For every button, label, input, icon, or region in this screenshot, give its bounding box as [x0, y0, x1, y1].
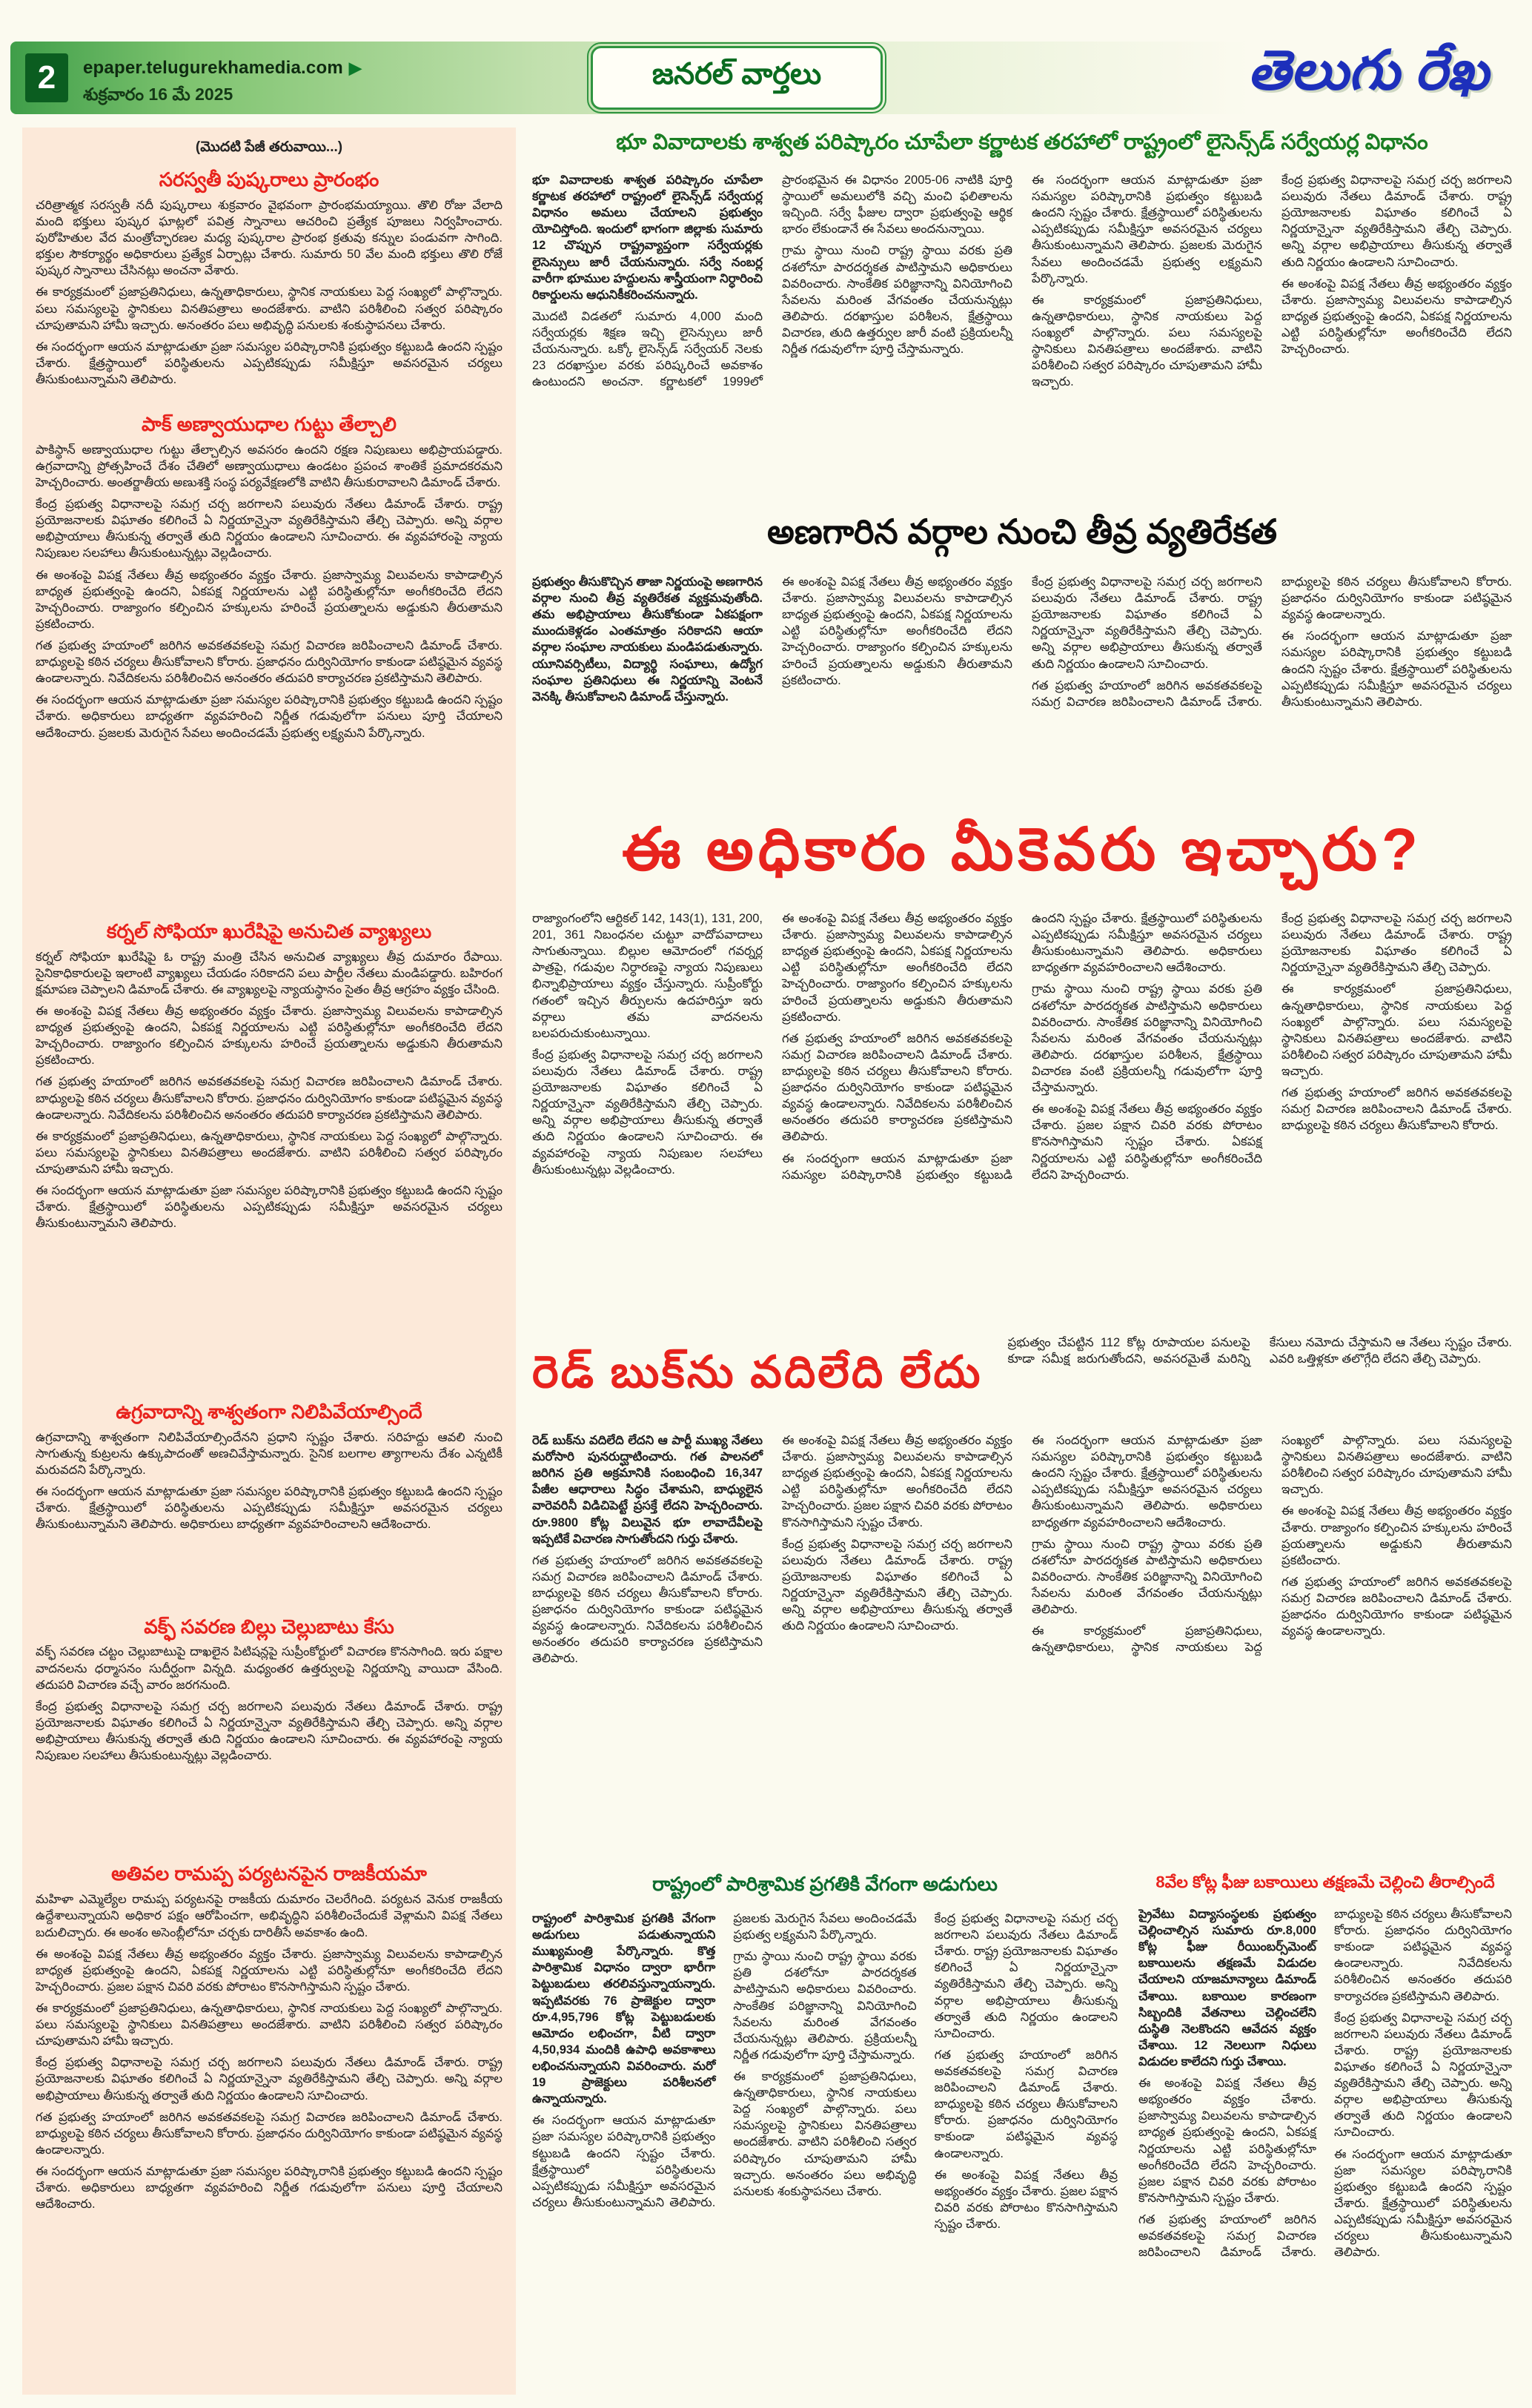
fees-body: ప్రైవేటు విద్యాసంస్థలకు ప్రభుత్వం చెల్లించాల్సిన సుమారు రూ.8,000 కోట్ల ఫీజు రీయింబర్స్‌మెంట్ బకాయిలను తక్షణమే విడుదల చేయాలని యాజమాన్యాలు డిమాండ్ చేశాయి. బకాయిల కారణంగా సిబ్బందికి వేతనాలు చెల్లించలేని దుస్థితి నెలకొందని ఆవేదన వ్యక్తం చేశాయి. 12 నెలలుగా నిధులు విడుదల కాలేదని గుర్తు చేశాయి. ఈ అంశంపై విపక్ష నేతలు తీవ్ర అభ్యంతరం వ్యక్తం చేశారు. ప్రజాస్వామ్య విలువలను కాపాడాల్సిన బాధ్యత ప్రభుత్వంపై ఉందని, ఏకపక్ష నిర్ణయాలను ఎట్టి పరిస్థితుల్లోనూ అంగీకరించేది లేదని హెచ్చరించారు. ప్రజల పక్షాన చివరి వరకు పోరాటం కొనసాగిస్తామని స్పష్టం చేశారు. గత ప్రభుత్వ హయాంలో జరిగిన అవకతవకలపై సమగ్ర విచారణ జరిపించాలని డిమాండ్ చేశారు. బాధ్యులపై కఠిన చర్యలు తీసుకోవాలని కోరారు. ప్రజాధనం దుర్వినియోగం కాకుండా పటిష్ఠమైన వ్యవస్థ ఉండాలన్నారు. నివేదికలను పరిశీలించిన అనంతరం తదుపరి కార్యాచరణ ప్రకటిస్తామని తెలిపారు. కేంద్ర ప్రభుత్వ విధానాలపై సమగ్ర చర్చ జరగాలని పలువురు నేతలు డిమాండ్ చేశారు. రాష్ట్ర ప్రయోజనాలకు విఘాతం కలిగించే ఏ నిర్ణయాన్నైనా వ్యతిరేకిస్తామని తేల్చి చెప్పారు. అన్ని వర్గాల అభిప్రాయాలు తీసుకున్న తర్వాతే తుది నిర్ణయం ఉండాలని సూచించారు. ఈ సందర్భంగా ఆయన మాట్లాడుతూ ప్రజా సమస్యల పరిష్కారానికి ప్రభుత్వం కట్టుబడి ఉందని స్పష్టం చేశారు. క్షేత్రస్థాయిలో పరిస్థితులను ఎప్పటికప్పుడు సమీక్షిస్తూ అవసరమైన చర్యలు తీసుకుంటున్నామని తెలిపారు. — [1138, 1908, 1512, 2260]
section-title: జనరల్ వార్తలు — [651, 57, 822, 90]
survey-headline: భూ వివాదాలకు శాశ్వత పరిష్కారం చూపేలా కర్ణాటక తరహాలో రాష్ట్రంలో లైసెన్స్‌డ్ సర్వేయర్ల విధానం — [616, 130, 1428, 154]
left-article-body: పాకిస్థాన్ అణ్వాయుధాల గుట్టు తేల్చాల్సిన అవసరం ఉందని రక్షణ నిపుణులు అభిప్రాయపడ్డారు. ఉగ్రవాదాన్ని ప్రోత్సహించే దేశం చేతిలో అణ్వాయుధాలు ఉండటం ప్రపంచ శాంతికే ప్రమాదకరమని హెచ్చరించారు. అంతర్జాతీయ అణుశక్తి సంస్థ పర్యవేక్షణలోకి వాటిని తీసుకురావాలని డిమాండ్ చేశారు. కేంద్ర ప్రభుత్వ విధానాలపై సమగ్ర చర్చ జరగాలని పలువురు నేతలు డిమాండ్ చేశారు. రాష్ట్ర ప్రయోజనాలకు విఘాతం కలిగించే ఏ నిర్ణయాన్నైనా వ్యతిరేకిస్తామని తేల్చి చెప్పారు. అన్ని వర్గాల అభిప్రాయాలు తీసుకున్న తర్వాతే తుది నిర్ణయం ఉండాలని సూచించారు. ఈ వ్యవహారంపై న్యాయ నిపుణుల సలహాలు తీసుకుంటున్నట్లు వెల్లడించారు. ఈ అంశంపై విపక్ష నేతలు తీవ్ర అభ్యంతరం వ్యక్తం చేశారు. ప్రజాస్వామ్య విలువలను కాపాడాల్సిన బాధ్యత ప్రభుత్వంపై ఉందని, ఏకపక్ష నిర్ణయాలను ఎట్టి పరిస్థితుల్లోనూ అంగీకరించేది లేదని హెచ్చరించారు. రాజ్యాంగం కల్పించిన హక్కులను హరించే ప్రయత్నాలను అడ్డుకుని తీరుతామని ప్రకటించారు. గత ప్రభుత్వ హయాంలో జరిగిన అవకతవకలపై సమగ్ర విచారణ జరిపించాలని డిమాండ్ చేశారు. బాధ్యులపై కఠిన చర్యలు తీసుకోవాలని కోరారు. ప్రజాధనం దుర్వినియోగం కాకుండా పటిష్ఠమైన వ్యవస్థ ఉండాలన్నారు. నివేదికలను పరిశీలించిన అనంతరం తదుపరి కార్యాచరణ ప్రకటిస్తామని తెలిపారు. ఈ సందర్భంగా ఆయన మాట్లాడుతూ ప్రజా సమస్యల పరిష్కారానికి ప్రభుత్వం కట్టుబడి ఉందని స్పష్టం చేశారు. అధికారులు బాధ్యతగా వ్యవహరించి నిర్ణీత గడువులోగా పనులు పూర్తి చేయాలని ఆదేశించారు. ప్రజలకు మెరుగైన సేవలు అందించడమే ప్రభుత్వ లక్ష్యమని పేర్కొన్నారు. — [36, 443, 503, 740]
left-article — [36, 1863, 503, 2381]
left-article-title: ఉగ్రవాదాన్ని శాశ్వతంగా నిలిపివేయాల్సిందే — [116, 1400, 422, 1423]
brand-logo-text: తెలుగు రేఖ — [1247, 39, 1489, 101]
left-article-title: సరస్వతీ పుష్కరాలు ప్రారంభం — [159, 168, 379, 191]
industry-article — [532, 1873, 1118, 2382]
left-article-body: చరిత్రాత్మక సరస్వతీ నదీ పుష్కరాలు శుక్రవారం వైభవంగా ప్రారంభమయ్యాయి. తొలి రోజు వేలాది మంది భక్తులు పుష్కర ఘాట్లలో పవిత్ర స్నానాలు ఆచరించి ప్రత్యేక పూజలు నిర్వహించారు. పురోహితుల వేద మంత్రోచ్ఛారణల మధ్య పుష్కరాల ప్రారంభ క్రతువు కన్నుల పండువగా సాగింది. భక్తుల సౌకర్యార్థం అధికారులు ప్రత్యేక ఏర్పాట్లు చేశారు. సుమారు 50 వేల మంది భక్తులు తొలి రోజే పుష్కర స్నానాలు చేసినట్లు అంచనా వేశారు. ఈ కార్యక్రమంలో ప్రజాప్రతినిధులు, ఉన్నతాధికారులు, స్థానిక నాయకులు పెద్ద సంఖ్యలో పాల్గొన్నారు. పలు సమస్యలపై స్థానికులు వినతిపత్రాలు అందజేశారు. వాటిని పరిశీలించి సత్వర పరిష్కారం చూపుతామని హామీ ఇచ్చారు. అనంతరం పలు అభివృద్ధి పనులకు శంకుస్థాపనలు చేశారు. ఈ సందర్భంగా ఆయన మాట్లాడుతూ ప్రజా సమస్యల పరిష్కారానికి ప్రభుత్వం కట్టుబడి ఉందని స్పష్టం చేశారు. క్షేత్రస్థాయిలో పరిస్థితులను ఎప్పటికప్పుడు సమీక్షిస్తూ అవసరమైన చర్యలు తీసుకుంటున్నామని తెలిపారు. — [36, 198, 503, 386]
brand-logo — [1216, 40, 1521, 116]
date-line: శుక్రవారం 16 మే 2025 — [83, 85, 233, 104]
opposition-article — [532, 512, 1512, 1339]
survey-article — [532, 130, 1512, 474]
survey-body: భూ వివాదాలకు శాశ్వత పరిష్కారం చూపేలా కర్ణాటక తరహాలో రాష్ట్రంలో లైసెన్స్‌డ్ సర్వేయర్ల విధానం అమలు చేయాలని ప్రభుత్వం యోచిస్తోంది. ఇందులో భాగంగా జిల్లాకు సుమారు 12 చొప్పున రాష్ట్రవ్యాప్తంగా సర్వేయర్లకు లైసెన్సులు జారీ చేయనున్నారు. సర్వే నంబర్ల వారీగా భూముల హద్దులను శాస్త్రీయంగా నిర్ధారించి రికార్డులను ఆధునికీకరించనున్నారు. మొదటి విడతలో సుమారు 4,000 మంది సర్వేయర్లకు శిక్షణ ఇచ్చి లైసెన్సులు జారీ చేయనున్నారు. ఒక్కో లైసెన్స్‌డ్ సర్వేయర్ నెలకు 23 దరఖాస్తుల వరకు పరిష్కరించే అవకాశం ఉంటుందని అంచనా. కర్ణాటకలో 1999లో ప్రారంభమైన ఈ విధానం 2005-06 నాటికి పూర్తి స్థాయిలో అమలులోకి వచ్చి మంచి ఫలితాలను ఇచ్చింది. సర్వే ఫీజుల ద్వారా ప్రభుత్వంపై ఆర్థిక భారం లేకుండానే ఈ సేవలు అందనున్నాయి. గ్రామ స్థాయి నుంచి రాష్ట్ర స్థాయి వరకు ప్రతి దశలోనూ పారదర్శకత పాటిస్తామని అధికారులు వివరించారు. సాంకేతిక పరిజ్ఞానాన్ని వినియోగించి సేవలను మరింత వేగవంతం చేయనున్నట్లు తెలిపారు. దరఖాస్తుల పరిశీలన, క్షేత్రస్థాయి విచారణ, తుది ఉత్తర్వుల జారీ వంటి ప్రక్రియలన్నీ నిర్ణీత గడువులోగా పూర్తి చేస్తామన్నారు. ఈ సందర్భంగా ఆయన మాట్లాడుతూ ప్రజా సమస్యల పరిష్కారానికి ప్రభుత్వం కట్టుబడి ఉందని స్పష్టం చేశారు. క్షేత్రస్థాయిలో పరిస్థితులను ఎప్పటికప్పుడు సమీక్షిస్తూ అవసరమైన చర్యలు తీసుకుంటున్నామని తెలిపారు. ప్రజలకు మెరుగైన సేవలు అందించడమే ప్రభుత్వ లక్ష్యమని పేర్కొన్నారు. ఈ కార్యక్రమంలో ప్రజాప్రతినిధులు, ఉన్నతాధికారులు, స్థానిక నాయకులు పెద్ద సంఖ్యలో పాల్గొన్నారు. పలు సమస్యలపై స్థానికులు వినతిపత్రాలు అందజేశారు. వాటిని పరిశీలించి సత్వర పరిష్కారం చూపుతామని హామీ ఇచ్చారు. కేంద్ర ప్రభుత్వ విధానాలపై సమగ్ర చర్చ జరగాలని పలువురు నేతలు డిమాండ్ చేశారు. రాష్ట్ర ప్రయోజనాలకు విఘాతం కలిగించే ఏ నిర్ణయాన్నైనా వ్యతిరేకిస్తామని తేల్చి చెప్పారు. అన్ని వర్గాల అభిప్రాయాలు తీసుకున్న తర్వాతే తుది నిర్ణయం ఉండాలని సూచించారు. ఈ అంశంపై విపక్ష నేతలు తీవ్ర అభ్యంతరం వ్యక్తం చేశారు. ప్రజాస్వామ్య విలువలను కాపాడాల్సిన బాధ్యత ప్రభుత్వంపై ఉందని, ఏకపక్ష నిర్ణయాలను ఎట్టి పరిస్థితుల్లోనూ అంగీకరించేది లేదని హెచ్చరించారు. — [532, 173, 1512, 389]
left-article — [36, 1616, 503, 1853]
left-article-body: ఉగ్రవాదాన్ని శాశ్వతంగా నిలిపివేయాల్సిందేనని ప్రధాని స్పష్టం చేశారు. సరిహద్దు ఆవలి నుంచి సాగుతున్న కుట్రలను ఉక్కుపాదంతో అణచివేస్తామన్నారు. సైనిక బలగాల త్యాగాలను దేశం ఎన్నటికీ మరువదని పేర్కొన్నారు. ఈ సందర్భంగా ఆయన మాట్లాడుతూ ప్రజా సమస్యల పరిష్కారానికి ప్రభుత్వం కట్టుబడి ఉందని స్పష్టం చేశారు. క్షేత్రస్థాయిలో పరిస్థితులను ఎప్పటికప్పుడు సమీక్షిస్తూ అవసరమైన చర్యలు తీసుకుంటున్నామని తెలిపారు. అధికారులు బాధ్యతగా వ్యవహరించాలని ఆదేశించారు. — [36, 1430, 503, 1532]
left-article-body: మహిళా ఎమ్మెల్యేల రామప్ప పర్యటనపై రాజకీయ దుమారం చెలరేగింది. పర్యటన వెనుక రాజకీయ ఉద్దేశాలున్నాయని అధికార పక్షం ఆరోపించగా, అభివృద్ధిని పరిశీలించేందుకే వెళ్లామని విపక్ష నేతలు బదులిచ్చారు. ఈ అంశం అసెంబ్లీలోనూ చర్చకు దారితీసే అవకాశం ఉంది. ఈ అంశంపై విపక్ష నేతలు తీవ్ర అభ్యంతరం వ్యక్తం చేశారు. ప్రజాస్వామ్య విలువలను కాపాడాల్సిన బాధ్యత ప్రభుత్వంపై ఉందని, ఏకపక్ష నిర్ణయాలను ఎట్టి పరిస్థితుల్లోనూ అంగీకరించేది లేదని హెచ్చరించారు. ప్రజల పక్షాన చివరి వరకు పోరాటం కొనసాగిస్తామని స్పష్టం చేశారు. ఈ కార్యక్రమంలో ప్రజాప్రతినిధులు, ఉన్నతాధికారులు, స్థానిక నాయకులు పెద్ద సంఖ్యలో పాల్గొన్నారు. పలు సమస్యలపై స్థానికులు వినతిపత్రాలు అందజేశారు. వాటిని పరిశీలించి సత్వర పరిష్కారం చూపుతామని హామీ ఇచ్చారు. కేంద్ర ప్రభుత్వ విధానాలపై సమగ్ర చర్చ జరగాలని పలువురు నేతలు డిమాండ్ చేశారు. రాష్ట్ర ప్రయోజనాలకు విఘాతం కలిగించే ఏ నిర్ణయాన్నైనా వ్యతిరేకిస్తామని తేల్చి చెప్పారు. అన్ని వర్గాల అభిప్రాయాలు తీసుకున్న తర్వాతే తుది నిర్ణయం ఉండాలని సూచించారు. గత ప్రభుత్వ హయాంలో జరిగిన అవకతవకలపై సమగ్ర విచారణ జరిపించాలని డిమాండ్ చేశారు. బాధ్యులపై కఠిన చర్యలు తీసుకోవాలని కోరారు. ప్రజాధనం దుర్వినియోగం కాకుండా పటిష్ఠమైన వ్యవస్థ ఉండాలన్నారు. ఈ సందర్భంగా ఆయన మాట్లాడుతూ ప్రజా సమస్యల పరిష్కారానికి ప్రభుత్వం కట్టుబడి ఉందని స్పష్టం చేశారు. అధికారులు బాధ్యతగా వ్యవహరించి నిర్ణీత గడువులోగా పనులు పూర్తి చేయాలని ఆదేశించారు. — [36, 1893, 503, 2212]
left-article-title: అతివల రామప్ప పర్యటనపైన రాజకీయమా — [111, 1862, 427, 1885]
industry-headline: రాష్ట్రంలో పారిశ్రామిక ప్రగతికి వేగంగా అడుగులు — [652, 1873, 998, 1895]
left-article-title: పాక్ అణ్వాయుధాల గుట్టు తేల్చాలి — [142, 412, 397, 435]
redbook-header-row — [532, 1333, 1512, 1422]
left-article — [36, 169, 503, 403]
section-title-box — [591, 46, 883, 110]
fees-article — [1138, 1873, 1512, 2382]
redbook-body: రెడ్ బుక్‌ను వదిలేది లేదని ఆ పార్టీ ముఖ్య నేతలు మరోసారి పునరుద్ఘాటించారు. గత పాలనలో జరిగిన ప్రతి అక్రమానికి సంబంధించి 16,347 పేజీల ఆధారాలు సిద్ధం చేశామని, బాధ్యులైన వారెవరినీ విడిచిపెట్టే ప్రసక్తే లేదని హెచ్చరించారు. రూ.9800 కోట్ల విలువైన భూ లావాదేవీలపై ఇప్పటికే విచారణ సాగుతోందని గుర్తు చేశారు. గత ప్రభుత్వ హయాంలో జరిగిన అవకతవకలపై సమగ్ర విచారణ జరిపించాలని డిమాండ్ చేశారు. బాధ్యులపై కఠిన చర్యలు తీసుకోవాలని కోరారు. ప్రజాధనం దుర్వినియోగం కాకుండా పటిష్ఠమైన వ్యవస్థ ఉండాలన్నారు. నివేదికలను పరిశీలించిన అనంతరం తదుపరి కార్యాచరణ ప్రకటిస్తామని తెలిపారు. ఈ అంశంపై విపక్ష నేతలు తీవ్ర అభ్యంతరం వ్యక్తం చేశారు. ప్రజాస్వామ్య విలువలను కాపాడాల్సిన బాధ్యత ప్రభుత్వంపై ఉందని, ఏకపక్ష నిర్ణయాలను ఎట్టి పరిస్థితుల్లోనూ అంగీకరించేది లేదని హెచ్చరించారు. ప్రజల పక్షాన చివరి వరకు పోరాటం కొనసాగిస్తామని స్పష్టం చేశారు. కేంద్ర ప్రభుత్వ విధానాలపై సమగ్ర చర్చ జరగాలని పలువురు నేతలు డిమాండ్ చేశారు. రాష్ట్ర ప్రయోజనాలకు విఘాతం కలిగించే ఏ నిర్ణయాన్నైనా వ్యతిరేకిస్తామని తేల్చి చెప్పారు. అన్ని వర్గాల అభిప్రాయాలు తీసుకున్న తర్వాతే తుది నిర్ణయం ఉండాలని సూచించారు. ఈ సందర్భంగా ఆయన మాట్లాడుతూ ప్రజా సమస్యల పరిష్కారానికి ప్రభుత్వం కట్టుబడి ఉందని స్పష్టం చేశారు. క్షేత్రస్థాయిలో పరిస్థితులను ఎప్పటికప్పుడు సమీక్షిస్తూ అవసరమైన చర్యలు తీసుకుంటున్నామని తెలిపారు. అధికారులు బాధ్యతగా వ్యవహరించాలని ఆదేశించారు. గ్రామ స్థాయి నుంచి రాష్ట్ర స్థాయి వరకు ప్రతి దశలోనూ పారదర్శకత పాటిస్తామని అధికారులు వివరించారు. సాంకేతిక పరిజ్ఞానాన్ని వినియోగించి సేవలను మరింత వేగవంతం చేయనున్నట్లు తెలిపారు. ఈ కార్యక్రమంలో ప్రజాప్రతినిధులు, ఉన్నతాధికారులు, స్థానిక నాయకులు పెద్ద సంఖ్యలో పాల్గొన్నారు. పలు సమస్యలపై స్థానికులు వినతిపత్రాలు అందజేశారు. వాటిని పరిశీలించి సత్వర పరిష్కారం చూపుతామని హామీ ఇచ్చారు. ఈ అంశంపై విపక్ష నేతలు తీవ్ర అభ్యంతరం వ్యక్తం చేశారు. రాజ్యాంగం కల్పించిన హక్కులను హరించే ప్రయత్నాలను అడ్డుకుని తీరుతామని ప్రకటించారు. గత ప్రభుత్వ హయాంలో జరిగిన అవకతవకలపై సమగ్ర విచారణ జరిపించాలని డిమాండ్ చేశారు. ప్రజాధనం దుర్వినియోగం కాకుండా పటిష్ఠమైన వ్యవస్థ ఉండాలన్నారు. — [532, 1434, 1512, 1666]
left-article-body: కర్నల్ సోఫియా ఖురేషిపై ఓ రాష్ట్ర మంత్రి చేసిన అనుచిత వ్యాఖ్యలు తీవ్ర దుమారం రేపాయి. సైనికాధికారులపై ఇలాంటి వ్యాఖ్యలు చేయడం సరికాదని పలు పార్టీల నేతలు మండిపడ్డారు. బహిరంగ క్షమాపణ చెప్పాలని డిమాండ్ చేశారు. ఈ వ్యాఖ్యలపై న్యాయస్థానం సైతం తీవ్ర ఆగ్రహం వ్యక్తం చేసింది. ఈ అంశంపై విపక్ష నేతలు తీవ్ర అభ్యంతరం వ్యక్తం చేశారు. ప్రజాస్వామ్య విలువలను కాపాడాల్సిన బాధ్యత ప్రభుత్వంపై ఉందని, ఏకపక్ష నిర్ణయాలను ఎట్టి పరిస్థితుల్లోనూ అంగీకరించేది లేదని హెచ్చరించారు. రాజ్యాంగం కల్పించిన హక్కులను హరించే ప్రయత్నాలను అడ్డుకుని తీరుతామని ప్రకటించారు. గత ప్రభుత్వ హయాంలో జరిగిన అవకతవకలపై సమగ్ర విచారణ జరిపించాలని డిమాండ్ చేశారు. బాధ్యులపై కఠిన చర్యలు తీసుకోవాలని కోరారు. ప్రజాధనం దుర్వినియోగం కాకుండా పటిష్ఠమైన వ్యవస్థ ఉండాలన్నారు. నివేదికలను పరిశీలించిన అనంతరం తదుపరి కార్యాచరణ ప్రకటిస్తామని తెలిపారు. ఈ కార్యక్రమంలో ప్రజాప్రతినిధులు, ఉన్నతాధికారులు, స్థానిక నాయకులు పెద్ద సంఖ్యలో పాల్గొన్నారు. పలు సమస్యలపై స్థానికులు వినతిపత్రాలు అందజేశారు. వాటిని పరిశీలించి సత్వర పరిష్కారం చూపుతామని హామీ ఇచ్చారు. ఈ సందర్భంగా ఆయన మాట్లాడుతూ ప్రజా సమస్యల పరిష్కారానికి ప్రభుత్వం కట్టుబడి ఉందని స్పష్టం చేశారు. క్షేత్రస్థాయిలో పరిస్థితులను ఎప్పటికప్పుడు సమీక్షిస్తూ అవసరమైన చర్యలు తీసుకుంటున్నామని తెలిపారు. — [36, 950, 503, 1231]
site-url-text: epaper.telugurekhamedia.com — [83, 58, 343, 78]
page-number-badge: 2 — [25, 53, 68, 102]
left-news-panel — [22, 128, 516, 2395]
url-arrow-icon: ▶ — [348, 59, 362, 77]
left-article — [36, 414, 503, 910]
redbook-article — [532, 1333, 1512, 1858]
opposition-headline: అణగారిన వర్గాల నుంచి తీవ్ర వ్యతిరేకత — [766, 512, 1278, 551]
left-article-body: వక్ఫ్ సవరణ చట్టం చెల్లుబాటుపై దాఖలైన పిటిషన్లపై సుప్రీంకోర్టులో విచారణ కొనసాగింది. ఇరు పక్షాల వాదనలను ధర్మాసనం సుదీర్ఘంగా విన్నది. మధ్యంతర ఉత్తర్వులపై నిర్ణయాన్ని వాయిదా వేసింది. తదుపరి విచారణ వచ్చే వారం జరగనుంది. కేంద్ర ప్రభుత్వ విధానాలపై సమగ్ర చర్చ జరగాలని పలువురు నేతలు డిమాండ్ చేశారు. రాష్ట్ర ప్రయోజనాలకు విఘాతం కలిగించే ఏ నిర్ణయాన్నైనా వ్యతిరేకిస్తామని తేల్చి చెప్పారు. అన్ని వర్గాల అభిప్రాయాలు తీసుకున్న తర్వాతే తుది నిర్ణయం ఉండాలని సూచించారు. ఈ వ్యవహారంపై న్యాయ నిపుణుల సలహాలు తీసుకుంటున్నట్లు వెల్లడించారు. — [36, 1645, 503, 1763]
opposition-body-top: ప్రభుత్వం తీసుకొచ్చిన తాజా నిర్ణయంపై అణగారిన వర్గాల నుంచి తీవ్ర వ్యతిరేకత వ్యక్తమవుతోంది. తమ అభిప్రాయాలు తీసుకోకుండా ఏకపక్షంగా ముందుకెళ్లడం ఎంతమాత్రం సరికాదని ఆయా వర్గాల సంఘాల నాయకులు మండిపడుతున్నారు. యూనివర్సిటీలు, విద్యార్థి సంఘాలు, ఉద్యోగ సంఘాల ప్రతినిధులు ఈ నిర్ణయాన్ని వెంటనే వెనక్కి తీసుకోవాలని డిమాండ్ చేస్తున్నారు. ఈ అంశంపై విపక్ష నేతలు తీవ్ర అభ్యంతరం వ్యక్తం చేశారు. ప్రజాస్వామ్య విలువలను కాపాడాల్సిన బాధ్యత ప్రభుత్వంపై ఉందని, ఏకపక్ష నిర్ణయాలను ఎట్టి పరిస్థితుల్లోనూ అంగీకరించేది లేదని హెచ్చరించారు. రాజ్యాంగం కల్పించిన హక్కులను హరించే ప్రయత్నాలను అడ్డుకుని తీరుతామని ప్రకటించారు. కేంద్ర ప్రభుత్వ విధానాలపై సమగ్ర చర్చ జరగాలని పలువురు నేతలు డిమాండ్ చేశారు. రాష్ట్ర ప్రయోజనాలకు విఘాతం కలిగించే ఏ నిర్ణయాన్నైనా వ్యతిరేకిస్తామని తేల్చి చెప్పారు. అన్ని వర్గాల అభిప్రాయాలు తీసుకున్న తర్వాతే తుది నిర్ణయం ఉండాలని సూచించారు. గత ప్రభుత్వ హయాంలో జరిగిన అవకతవకలపై సమగ్ర విచారణ జరిపించాలని డిమాండ్ చేశారు. బాధ్యులపై కఠిన చర్యలు తీసుకోవాలని కోరారు. ప్రజాధనం దుర్వినియోగం కాకుండా పటిష్ఠమైన వ్యవస్థ ఉండాలన్నారు. ఈ సందర్భంగా ఆయన మాట్లాడుతూ ప్రజా సమస్యల పరిష్కారానికి ప్రభుత్వం కట్టుబడి ఉందని స్పష్టం చేశారు. క్షేత్రస్థాయిలో పరిస్థితులను ఎప్పటికప్పుడు సమీక్షిస్తూ అవసరమైన చర్యలు తీసుకుంటున్నామని తెలిపారు. — [532, 575, 1512, 709]
opposition-body-bottom: రాజ్యాంగంలోని ఆర్టికల్ 142, 143(1), 131, 200, 201, 361 నిబంధనల చుట్టూ వాదోపవాదాలు సాగుతున్నాయి. బిల్లుల ఆమోదంలో గవర్నర్ల పాత్రపై, గడువుల నిర్ధారణపై న్యాయ నిపుణులు భిన్నాభిప్రాయాలు వ్యక్తం చేస్తున్నారు. సుప్రీంకోర్టు గతంలో ఇచ్చిన తీర్పులను ఉదహరిస్తూ ఇరు వర్గాలు తమ వాదనలను బలపరుచుకుంటున్నాయి. కేంద్ర ప్రభుత్వ విధానాలపై సమగ్ర చర్చ జరగాలని పలువురు నేతలు డిమాండ్ చేశారు. రాష్ట్ర ప్రయోజనాలకు విఘాతం కలిగించే ఏ నిర్ణయాన్నైనా వ్యతిరేకిస్తామని తేల్చి చెప్పారు. అన్ని వర్గాల అభిప్రాయాలు తీసుకున్న తర్వాతే తుది నిర్ణయం ఉండాలని సూచించారు. ఈ వ్యవహారంపై న్యాయ నిపుణుల సలహాలు తీసుకుంటున్నట్లు వెల్లడించారు. ఈ అంశంపై విపక్ష నేతలు తీవ్ర అభ్యంతరం వ్యక్తం చేశారు. ప్రజాస్వామ్య విలువలను కాపాడాల్సిన బాధ్యత ప్రభుత్వంపై ఉందని, ఏకపక్ష నిర్ణయాలను ఎట్టి పరిస్థితుల్లోనూ అంగీకరించేది లేదని హెచ్చరించారు. రాజ్యాంగం కల్పించిన హక్కులను హరించే ప్రయత్నాలను అడ్డుకుని తీరుతామని ప్రకటించారు. గత ప్రభుత్వ హయాంలో జరిగిన అవకతవకలపై సమగ్ర విచారణ జరిపించాలని డిమాండ్ చేశారు. బాధ్యులపై కఠిన చర్యలు తీసుకోవాలని కోరారు. ప్రజాధనం దుర్వినియోగం కాకుండా పటిష్ఠమైన వ్యవస్థ ఉండాలన్నారు. నివేదికలను పరిశీలించిన అనంతరం తదుపరి కార్యాచరణ ప్రకటిస్తామని తెలిపారు. ఈ సందర్భంగా ఆయన మాట్లాడుతూ ప్రజా సమస్యల పరిష్కారానికి ప్రభుత్వం కట్టుబడి ఉందని స్పష్టం చేశారు. క్షేత్రస్థాయిలో పరిస్థితులను ఎప్పటికప్పుడు సమీక్షిస్తూ అవసరమైన చర్యలు తీసుకుంటున్నామని తెలిపారు. అధికారులు బాధ్యతగా వ్యవహరించాలని ఆదేశించారు. గ్రామ స్థాయి నుంచి రాష్ట్ర స్థాయి వరకు ప్రతి దశలోనూ పారదర్శకత పాటిస్తామని అధికారులు వివరించారు. సాంకేతిక పరిజ్ఞానాన్ని వినియోగించి సేవలను మరింత వేగవంతం చేయనున్నట్లు తెలిపారు. దరఖాస్తుల పరిశీలన, క్షేత్రస్థాయి విచారణ వంటి ప్రక్రియలన్నీ గడువులోగా పూర్తి చేస్తామన్నారు. ఈ అంశంపై విపక్ష నేతలు తీవ్ర అభ్యంతరం వ్యక్తం చేశారు. ప్రజల పక్షాన చివరి వరకు పోరాటం కొనసాగిస్తామని స్పష్టం చేశారు. ఏకపక్ష నిర్ణయాలను ఎట్టి పరిస్థితుల్లోనూ అంగీకరించేది లేదని హెచ్చరించారు. కేంద్ర ప్రభుత్వ విధానాలపై సమగ్ర చర్చ జరగాలని పలువురు నేతలు డిమాండ్ చేశారు. రాష్ట్ర ప్రయోజనాలకు విఘాతం కలిగించే ఏ నిర్ణయాన్నైనా వ్యతిరేకిస్తామని తేల్చి చెప్పారు. ఈ కార్యక్రమంలో ప్రజాప్రతినిధులు, ఉన్నతాధికారులు, స్థానిక నాయకులు పెద్ద సంఖ్యలో పాల్గొన్నారు. పలు సమస్యలపై స్థానికులు వినతిపత్రాలు అందజేశారు. వాటిని పరిశీలించి సత్వర పరిష్కారం చూపుతామని హామీ ఇచ్చారు. గత ప్రభుత్వ హయాంలో జరిగిన అవకతవకలపై సమగ్ర విచారణ జరిపించాలని డిమాండ్ చేశారు. బాధ్యులపై కఠిన చర్యలు తీసుకోవాలని కోరారు. — [532, 912, 1512, 1182]
left-article-title: వక్ఫ్ సవరణ బిల్లు చెల్లుబాటు కేసు — [144, 1615, 394, 1638]
industry-body: రాష్ట్రంలో పారిశ్రామిక ప్రగతికి వేగంగా అడుగులు పడుతున్నాయని ముఖ్యమంత్రి పేర్కొన్నారు. కొత్త పారిశ్రామిక విధానం ద్వారా భారీగా పెట్టుబడులు తరలివస్తున్నాయన్నారు. ఇప్పటివరకు 76 ప్రాజెక్టుల ద్వారా రూ.4,95,796 కోట్ల పెట్టుబడులకు ఆమోదం లభించగా, వీటి ద్వారా 4,50,934 మందికి ఉపాధి అవకాశాలు లభించనున్నాయని వివరించారు. మరో 19 ప్రాజెక్టులు పరిశీలనలో ఉన్నాయన్నారు. ఈ సందర్భంగా ఆయన మాట్లాడుతూ ప్రజా సమస్యల పరిష్కారానికి ప్రభుత్వం కట్టుబడి ఉందని స్పష్టం చేశారు. క్షేత్రస్థాయిలో పరిస్థితులను ఎప్పటికప్పుడు సమీక్షిస్తూ అవసరమైన చర్యలు తీసుకుంటున్నామని తెలిపారు. ప్రజలకు మెరుగైన సేవలు అందించడమే ప్రభుత్వ లక్ష్యమని పేర్కొన్నారు. గ్రామ స్థాయి నుంచి రాష్ట్ర స్థాయి వరకు ప్రతి దశలోనూ పారదర్శకత పాటిస్తామని అధికారులు వివరించారు. సాంకేతిక పరిజ్ఞానాన్ని వినియోగించి సేవలను మరింత వేగవంతం చేయనున్నట్లు తెలిపారు. ప్రక్రియలన్నీ నిర్ణీత గడువులోగా పూర్తి చేస్తామన్నారు. ఈ కార్యక్రమంలో ప్రజాప్రతినిధులు, ఉన్నతాధికారులు, స్థానిక నాయకులు పెద్ద సంఖ్యలో పాల్గొన్నారు. పలు సమస్యలపై స్థానికులు వినతిపత్రాలు అందజేశారు. వాటిని పరిశీలించి సత్వర పరిష్కారం చూపుతామని హామీ ఇచ్చారు. అనంతరం పలు అభివృద్ధి పనులకు శంకుస్థాపనలు చేశారు. కేంద్ర ప్రభుత్వ విధానాలపై సమగ్ర చర్చ జరగాలని పలువురు నేతలు డిమాండ్ చేశారు. రాష్ట్ర ప్రయోజనాలకు విఘాతం కలిగించే ఏ నిర్ణయాన్నైనా వ్యతిరేకిస్తామని తేల్చి చెప్పారు. అన్ని వర్గాల అభిప్రాయాలు తీసుకున్న తర్వాతే తుది నిర్ణయం ఉండాలని సూచించారు. గత ప్రభుత్వ హయాంలో జరిగిన అవకతవకలపై సమగ్ర విచారణ జరిపించాలని డిమాండ్ చేశారు. బాధ్యులపై కఠిన చర్యలు తీసుకోవాలని కోరారు. ప్రజాధనం దుర్వినియోగం కాకుండా పటిష్ఠమైన వ్యవస్థ ఉండాలన్నారు. ఈ అంశంపై విపక్ష నేతలు తీవ్ర అభ్యంతరం వ్యక్తం చేశారు. ప్రజల పక్షాన చివరి వరకు పోరాటం కొనసాగిస్తామని స్పష్టం చేశారు. — [532, 1912, 1118, 2231]
site-url — [83, 58, 362, 79]
bottom-articles-row — [532, 1873, 1512, 2382]
authority-question-headline: ఈ అధికారం మీకెవరు ఇచ్చారు? — [622, 816, 1422, 882]
redbook-headline: రెడ్ బుక్‌ను వదిలేది లేదు — [532, 1347, 983, 1397]
left-article-title: కర్నల్ సోఫియా ఖురేషిపై అనుచిత వ్యాఖ్యలు — [106, 919, 432, 942]
continuation-note: (మొదటి పేజీ తరువాయి...) — [195, 139, 343, 155]
redbook-side-text: ప్రభుత్వం చేపట్టిన 112 కోట్ల రూపాయల పనులపై కూడా సమీక్ష జరుగుతోందని, అవసరమైతే మరిన్ని కేసులు నమోదు చేస్తామని ఆ నేతలు స్పష్టం చేశారు. ఎవరి ఒత్తిళ్లకూ తలొగ్గేది లేదని తేల్చి చెప్పారు. — [1007, 1336, 1512, 1366]
fees-headline: 8వేల కోట్ల ఫీజు బకాయిలు తక్షణమే చెల్లించి తీరాల్సిందే — [1155, 1873, 1495, 1891]
left-article — [36, 1401, 503, 1606]
left-article — [36, 921, 503, 1391]
